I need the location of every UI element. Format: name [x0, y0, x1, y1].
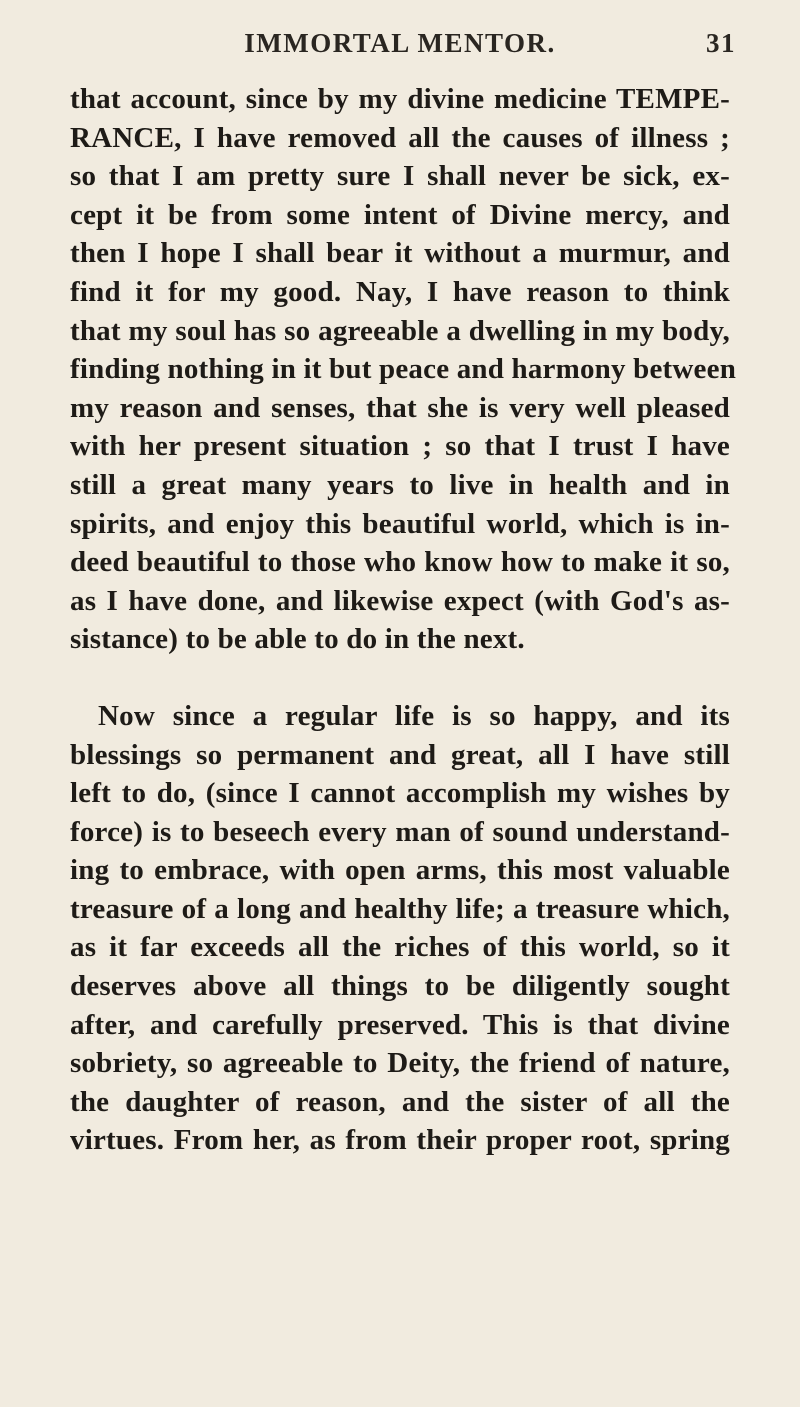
- text-line: ing to embrace, with open arms, this most valuable: [70, 854, 730, 887]
- text-line: force) is to beseech every man of sound understand-: [70, 815, 730, 848]
- text-line: sobriety, so agreeable to Deity, the friend of nature,: [70, 1047, 730, 1080]
- text-line: virtues. From her, as from their proper root, spring: [70, 1124, 730, 1157]
- text-line: blessings so permanent and great, all I have still: [70, 738, 730, 771]
- text-line: that my soul has so agreeable a dwelling in my body,: [70, 314, 730, 347]
- text-line: spirits, and enjoy this beautiful world, which is in-: [70, 507, 730, 540]
- text-line: the daughter of reason, and the sister of all the: [70, 1085, 730, 1118]
- body-text: [70, 80, 737, 1160]
- text-line: left to do, (since I cannot accomplish my wishes by: [70, 777, 730, 810]
- text-line: still a great many years to live in health and in: [70, 468, 730, 501]
- text-line: sistance) to be able to do in the next.: [70, 623, 525, 656]
- running-head: [0, 28, 800, 68]
- text-line: RANCE, I have removed all the causes of illness ;: [70, 121, 730, 154]
- text-line: cept it be from some intent of Divine mercy, and: [70, 198, 730, 231]
- text-line: finding nothing in it but peace and harmony between: [70, 353, 737, 386]
- text-line: deserves above all things to be diligently sought: [70, 970, 730, 1003]
- text-line: as I have done, and likewise expect (with God's as-: [70, 584, 730, 617]
- paragraph-1: [70, 80, 737, 659]
- text-line: so that I am pretty sure I shall never be sick, ex-: [70, 160, 730, 193]
- text-line: with her present situation ; so that I trust I have: [70, 430, 730, 463]
- text-line: that account, since by my divine medicine TEMPE-: [70, 83, 730, 115]
- text-line: after, and carefully preserved. This is that divine: [70, 1008, 730, 1041]
- text-line: then I hope I shall bear it without a murmur, and: [70, 237, 730, 270]
- page-number: 31: [706, 28, 736, 58]
- text-line: as it far exceeds all the riches of this world, so it: [70, 931, 730, 964]
- paragraph-2: [70, 697, 730, 1160]
- text-line: treasure of a long and healthy life; a treasure which,: [70, 892, 730, 925]
- text-line: my reason and senses, that she is very well pleased: [70, 391, 730, 424]
- text-line: Now since a regular life is so happy, and its: [98, 699, 730, 732]
- text-line: deed beautiful to those who know how to make it so,: [70, 546, 730, 579]
- text-line: find it for my good. Nay, I have reason to think: [70, 275, 730, 308]
- running-title: IMMORTAL MENTOR.: [244, 28, 556, 58]
